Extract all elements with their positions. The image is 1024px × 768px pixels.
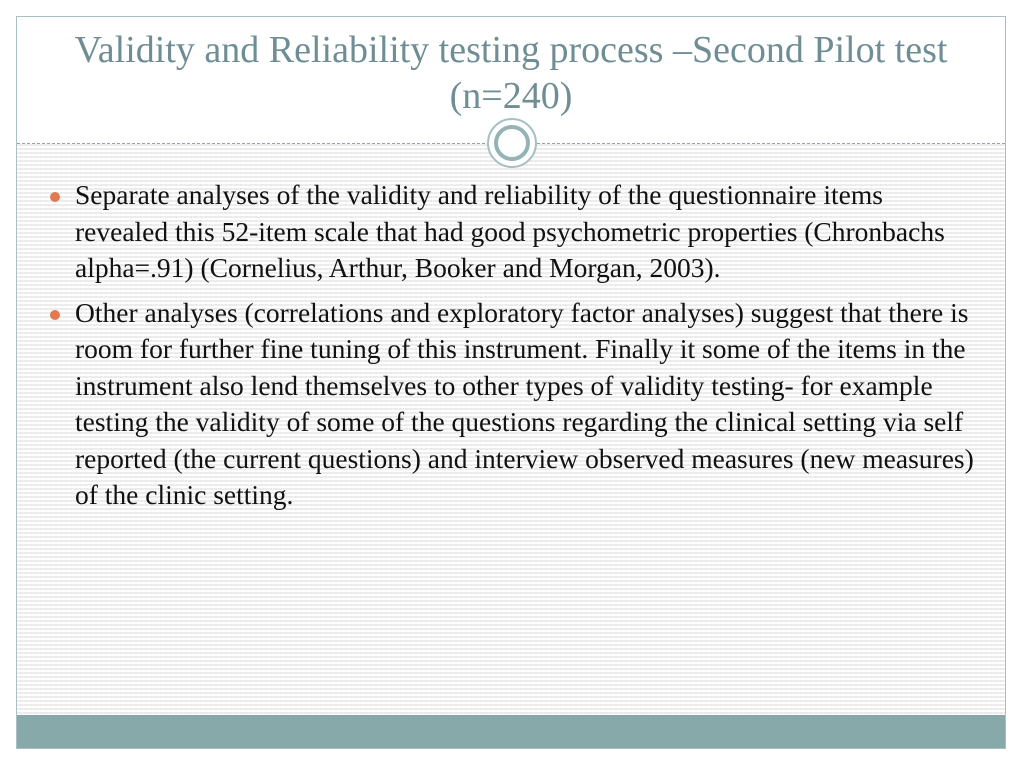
circle-ornament-inner — [494, 125, 530, 161]
bullet-item — [75, 177, 975, 287]
bullet-item — [75, 295, 975, 514]
bullet-dot-icon — [50, 192, 60, 202]
circle-ornament-icon — [487, 118, 537, 168]
slide-title: Validity and Reliability testing process –Second Pilot test (n=240) — [74, 29, 948, 117]
footer-bar — [17, 715, 1005, 748]
slide-frame — [16, 16, 1006, 749]
bullet-text: Separate analyses of the validity and reliability of the questionnaire items revealed this 52-item scale that had good psychometric properties (Chronbachs alpha=.91) (Cornelius, Arthur, Booker and Morgan, 2003). — [75, 179, 945, 283]
bullet-text: Other analyses (correlations and exploratory factor analyses) suggest that there is room for further fine tuning of this instrument. Finally it some of the items in the instrument also lend themselves to other types of validity testing- for example testing the validity of some of the questions regarding the clinical setting via self reported (the current questions) and interview observed measures (new measures) of the clinic setting. — [75, 296, 974, 510]
bullet-list — [75, 177, 975, 522]
bullet-dot-icon — [50, 310, 60, 320]
